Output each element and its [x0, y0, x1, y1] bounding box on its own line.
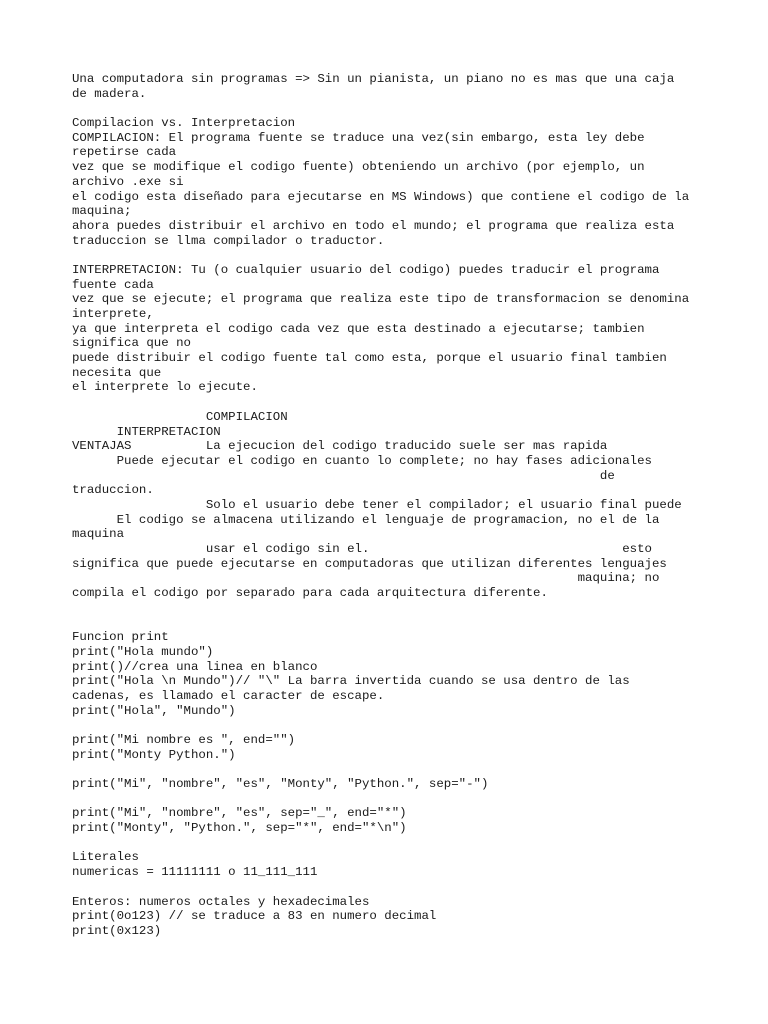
blank-line: [72, 762, 712, 777]
text-line: El codigo se almacena utilizando el lenguaje de programacion, no el de la: [72, 512, 660, 527]
text-line: el codigo esta diseñado para ejecutarse en MS Windows) que contiene el codigo de la: [72, 189, 690, 204]
text-line: repetirse cada: [72, 145, 177, 160]
text-line: print("Mi", "nombre", "es", "Monty", "Python.", sep="-"): [72, 777, 489, 791]
text-line: fuente cada: [72, 277, 154, 292]
text-line: maquina; no: [72, 571, 660, 586]
blank-line: [72, 101, 712, 116]
text-line: Puede ejecutar el codigo en cuanto lo complete; no hay fases adicionales: [72, 453, 652, 468]
text-line: traduccion.: [72, 483, 154, 498]
text-line: COMPILACION: El programa fuente se traduce una vez(sin embargo, esta ley debe: [72, 130, 645, 145]
text-line: archivo .exe si: [72, 174, 184, 189]
text-line: traduccion se llma compilador o traductor.: [72, 233, 385, 248]
text-line: de madera.: [72, 86, 147, 101]
blank-line: [72, 718, 712, 733]
text-line: necesita que: [72, 365, 162, 380]
text-line: print("Hola mundo"): [72, 644, 214, 659]
text-line: maquina;: [72, 204, 132, 219]
text-line: VENTAJAS La ejecucion del codigo traducido suele ser mas rapida: [72, 439, 608, 454]
text-line: el interprete lo ejecute.: [72, 380, 258, 395]
text-line: INTERPRETACION: [72, 424, 221, 439]
blank-line: [72, 792, 712, 807]
text-line: ahora puedes distribuir el archivo en todo el mundo; el programa que realiza esta: [72, 218, 675, 233]
text-line: numericas = 11111111 o 11_111_111: [72, 865, 318, 880]
text-line: Una computadora sin programas => Sin un pianista, un piano no es mas que una caja: [72, 72, 675, 86]
text-line: print("Mi", "nombre", "es", sep="_", end="*"): [72, 806, 407, 821]
text-line: compila el codigo por separado para cada arquitectura diferente.: [72, 586, 548, 601]
text-line: vez que se modifique el codigo fuente) obteniendo un archivo (por ejemplo, un: [72, 160, 645, 175]
text-line: Enteros: numeros octales y hexadecimales: [72, 894, 370, 909]
blank-line: [72, 615, 712, 630]
text-line: usar el codigo sin el. esto: [72, 542, 652, 556]
text-line: ya que interpreta el codigo cada vez que esta destinado a ejecutarse; tambien: [72, 321, 645, 336]
blank-line: [72, 395, 712, 410]
text-line: print("Mi nombre es ", end=""): [72, 732, 296, 747]
text-line: cadenas, es llamado el caracter de escape.: [72, 688, 385, 703]
text-line: vez que se ejecute; el programa que realiza este tipo de transformacion se denomina: [72, 292, 690, 307]
text-line: interprete,: [72, 307, 154, 321]
blank-line: [72, 248, 712, 263]
text-line: Funcion print: [72, 630, 169, 645]
blank-line: [72, 601, 712, 616]
text-line: significa que no: [72, 336, 191, 351]
text-line: Literales: [72, 850, 139, 865]
text-line: puede distribuir el codigo fuente tal como esta, porque el usuario final tambien: [72, 351, 667, 366]
text-line: de: [72, 468, 615, 483]
text-line: print("Monty", "Python.", sep="*", end="*\n"): [72, 821, 407, 836]
text-line: print(0x123): [72, 923, 162, 938]
text-line: print(0o123) // se traduce a 83 en numero decimal: [72, 909, 437, 924]
text-line: maquina: [72, 527, 125, 542]
text-line: print("Hola \n Mundo")// "\" La barra invertida cuando se usa dentro de las: [72, 674, 630, 689]
text-line: INTERPRETACION: Tu (o cualquier usuario del codigo) puedes traducir el programa: [72, 262, 660, 277]
text-line: significa que puede ejecutarse en computadoras que utilizan diferentes lenguajes: [72, 556, 667, 571]
text-line: print()//crea una linea en blanco: [72, 659, 318, 674]
blank-line: [72, 880, 712, 895]
blank-line: [72, 836, 712, 851]
text-line: Compilacion vs. Interpretacion: [72, 116, 296, 131]
text-line: print("Hola", "Mundo"): [72, 703, 236, 718]
text-line: COMPILACION: [72, 409, 288, 424]
document-page: [72, 72, 712, 939]
text-line: print("Monty Python."): [72, 747, 236, 762]
text-line: Solo el usuario debe tener el compilador; el usuario final puede: [72, 497, 682, 512]
